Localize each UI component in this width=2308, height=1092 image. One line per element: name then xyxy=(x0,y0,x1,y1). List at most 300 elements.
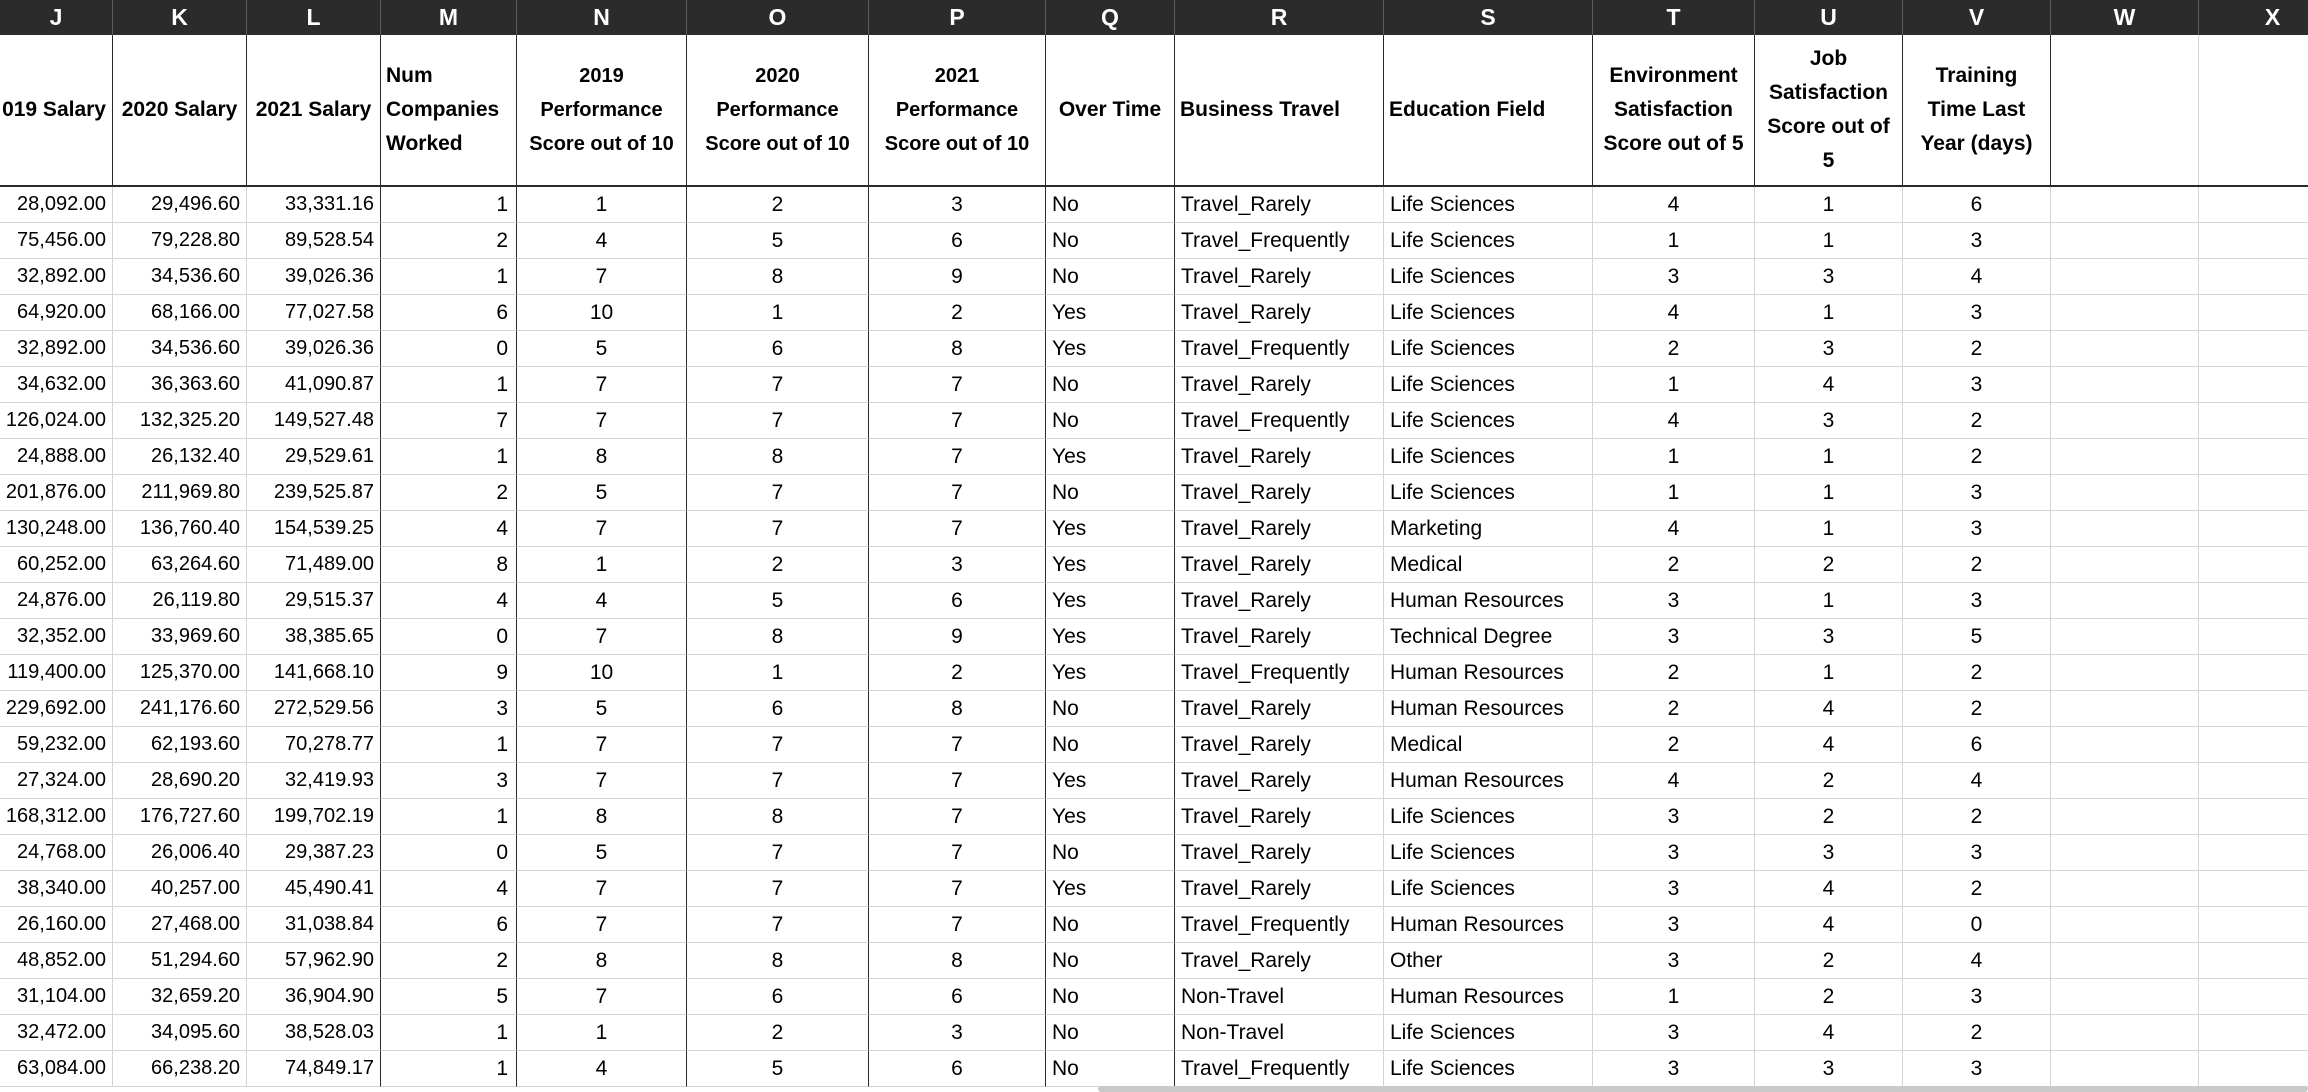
cell-p[interactable]: 6 xyxy=(869,223,1046,259)
cell-l[interactable]: 39,026.36 xyxy=(247,331,381,367)
cell-o[interactable]: 2 xyxy=(687,187,869,223)
cell-u[interactable]: 4 xyxy=(1755,691,1903,727)
cell-l[interactable]: 70,278.77 xyxy=(247,727,381,763)
cell-o[interactable]: 5 xyxy=(687,223,869,259)
cell-q[interactable]: No xyxy=(1046,943,1175,979)
cell-w[interactable] xyxy=(2051,259,2199,295)
column-letter-x[interactable]: X xyxy=(2199,0,2308,35)
cell-j[interactable]: 126,024.00 xyxy=(0,403,113,439)
cell-q[interactable]: Yes xyxy=(1046,583,1175,619)
cell-t[interactable]: 3 xyxy=(1593,1051,1755,1087)
cell-v[interactable]: 2 xyxy=(1903,547,2051,583)
cell-n[interactable]: 7 xyxy=(517,763,687,799)
column-letter-v[interactable]: V xyxy=(1903,0,2051,35)
cell-s[interactable]: Life Sciences xyxy=(1384,835,1593,871)
cell-v[interactable]: 3 xyxy=(1903,835,2051,871)
cell-q[interactable]: Yes xyxy=(1046,547,1175,583)
cell-k[interactable]: 26,132.40 xyxy=(113,439,247,475)
cell-l[interactable]: 29,529.61 xyxy=(247,439,381,475)
cell-o[interactable]: 8 xyxy=(687,619,869,655)
cell-q[interactable]: Yes xyxy=(1046,331,1175,367)
cell-q[interactable]: No xyxy=(1046,1015,1175,1051)
cell-p[interactable]: 9 xyxy=(869,619,1046,655)
cell-q[interactable]: No xyxy=(1046,403,1175,439)
cell-m[interactable]: 0 xyxy=(381,835,517,871)
cell-q[interactable]: Yes xyxy=(1046,871,1175,907)
cell-t[interactable]: 3 xyxy=(1593,907,1755,943)
cell-q[interactable]: Yes xyxy=(1046,439,1175,475)
cell-v[interactable]: 2 xyxy=(1903,1015,2051,1051)
cell-m[interactable]: 0 xyxy=(381,619,517,655)
cell-j[interactable]: 24,876.00 xyxy=(0,583,113,619)
cell-j[interactable]: 27,324.00 xyxy=(0,763,113,799)
cell-s[interactable]: Life Sciences xyxy=(1384,187,1593,223)
cell-q[interactable]: No xyxy=(1046,475,1175,511)
cell-n[interactable]: 5 xyxy=(517,691,687,727)
cell-s[interactable]: Life Sciences xyxy=(1384,1015,1593,1051)
cell-m[interactable]: 4 xyxy=(381,871,517,907)
cell-k[interactable]: 40,257.00 xyxy=(113,871,247,907)
cell-j[interactable]: 63,084.00 xyxy=(0,1051,113,1087)
cell-q[interactable]: Yes xyxy=(1046,763,1175,799)
cell-r[interactable]: Non-Travel xyxy=(1175,1015,1384,1051)
cell-t[interactable]: 1 xyxy=(1593,367,1755,403)
header-cell-q[interactable]: Over Time xyxy=(1046,35,1175,185)
cell-r[interactable]: Travel_Rarely xyxy=(1175,943,1384,979)
cell-p[interactable]: 2 xyxy=(869,295,1046,331)
header-cell-m[interactable]: Num Companies Worked xyxy=(381,35,517,185)
cell-k[interactable]: 33,969.60 xyxy=(113,619,247,655)
column-letter-n[interactable]: N xyxy=(517,0,687,35)
cell-w[interactable] xyxy=(2051,583,2199,619)
cell-u[interactable]: 3 xyxy=(1755,619,1903,655)
cell-x[interactable] xyxy=(2199,835,2308,871)
cell-r[interactable]: Travel_Rarely xyxy=(1175,835,1384,871)
header-cell-s[interactable]: Education Field xyxy=(1384,35,1593,185)
cell-p[interactable]: 3 xyxy=(869,547,1046,583)
cell-v[interactable]: 2 xyxy=(1903,331,2051,367)
cell-t[interactable]: 3 xyxy=(1593,1015,1755,1051)
cell-o[interactable]: 6 xyxy=(687,691,869,727)
cell-r[interactable]: Travel_Rarely xyxy=(1175,691,1384,727)
cell-m[interactable]: 3 xyxy=(381,691,517,727)
cell-p[interactable]: 7 xyxy=(869,475,1046,511)
cell-v[interactable]: 3 xyxy=(1903,295,2051,331)
header-cell-t[interactable]: Environment Satisfaction Score out of 5 xyxy=(1593,35,1755,185)
cell-r[interactable]: Travel_Rarely xyxy=(1175,511,1384,547)
cell-v[interactable]: 3 xyxy=(1903,979,2051,1015)
cell-x[interactable] xyxy=(2199,1015,2308,1051)
cell-u[interactable]: 2 xyxy=(1755,547,1903,583)
cell-o[interactable]: 1 xyxy=(687,295,869,331)
cell-x[interactable] xyxy=(2199,727,2308,763)
cell-u[interactable]: 1 xyxy=(1755,583,1903,619)
cell-t[interactable]: 2 xyxy=(1593,727,1755,763)
cell-w[interactable] xyxy=(2051,295,2199,331)
cell-w[interactable] xyxy=(2051,403,2199,439)
cell-l[interactable]: 39,026.36 xyxy=(247,259,381,295)
cell-t[interactable]: 4 xyxy=(1593,295,1755,331)
cell-n[interactable]: 7 xyxy=(517,871,687,907)
cell-u[interactable]: 1 xyxy=(1755,187,1903,223)
cell-q[interactable]: No xyxy=(1046,691,1175,727)
cell-l[interactable]: 45,490.41 xyxy=(247,871,381,907)
column-letter-p[interactable]: P xyxy=(869,0,1046,35)
cell-r[interactable]: Travel_Rarely xyxy=(1175,439,1384,475)
cell-j[interactable]: 60,252.00 xyxy=(0,547,113,583)
cell-n[interactable]: 8 xyxy=(517,799,687,835)
cell-p[interactable]: 7 xyxy=(869,727,1046,763)
cell-n[interactable]: 1 xyxy=(517,547,687,583)
cell-u[interactable]: 2 xyxy=(1755,979,1903,1015)
cell-k[interactable]: 34,095.60 xyxy=(113,1015,247,1051)
cell-x[interactable] xyxy=(2199,439,2308,475)
cell-t[interactable]: 4 xyxy=(1593,763,1755,799)
cell-l[interactable]: 239,525.87 xyxy=(247,475,381,511)
cell-t[interactable]: 2 xyxy=(1593,691,1755,727)
cell-o[interactable]: 7 xyxy=(687,907,869,943)
cell-v[interactable]: 5 xyxy=(1903,619,2051,655)
cell-k[interactable]: 68,166.00 xyxy=(113,295,247,331)
cell-n[interactable]: 5 xyxy=(517,331,687,367)
cell-u[interactable]: 1 xyxy=(1755,511,1903,547)
cell-n[interactable]: 7 xyxy=(517,619,687,655)
cell-n[interactable]: 5 xyxy=(517,835,687,871)
cell-o[interactable]: 7 xyxy=(687,475,869,511)
cell-o[interactable]: 6 xyxy=(687,979,869,1015)
cell-k[interactable]: 26,006.40 xyxy=(113,835,247,871)
cell-m[interactable]: 6 xyxy=(381,907,517,943)
cell-w[interactable] xyxy=(2051,367,2199,403)
cell-n[interactable]: 7 xyxy=(517,727,687,763)
cell-x[interactable] xyxy=(2199,331,2308,367)
cell-n[interactable]: 4 xyxy=(517,1051,687,1087)
cell-o[interactable]: 1 xyxy=(687,655,869,691)
cell-s[interactable]: Life Sciences xyxy=(1384,403,1593,439)
cell-w[interactable] xyxy=(2051,907,2199,943)
cell-m[interactable]: 4 xyxy=(381,511,517,547)
cell-j[interactable]: 130,248.00 xyxy=(0,511,113,547)
header-cell-x[interactable] xyxy=(2199,35,2308,185)
cell-n[interactable]: 7 xyxy=(517,979,687,1015)
cell-u[interactable]: 1 xyxy=(1755,295,1903,331)
cell-j[interactable]: 201,876.00 xyxy=(0,475,113,511)
cell-p[interactable]: 6 xyxy=(869,583,1046,619)
cell-k[interactable]: 132,325.20 xyxy=(113,403,247,439)
cell-p[interactable]: 7 xyxy=(869,871,1046,907)
cell-k[interactable]: 36,363.60 xyxy=(113,367,247,403)
cell-q[interactable]: No xyxy=(1046,187,1175,223)
cell-x[interactable] xyxy=(2199,583,2308,619)
cell-n[interactable]: 5 xyxy=(517,475,687,511)
header-cell-k[interactable]: 2020 Salary xyxy=(113,35,247,185)
cell-k[interactable]: 62,193.60 xyxy=(113,727,247,763)
cell-w[interactable] xyxy=(2051,943,2199,979)
cell-n[interactable]: 7 xyxy=(517,403,687,439)
cell-k[interactable]: 211,969.80 xyxy=(113,475,247,511)
cell-q[interactable]: No xyxy=(1046,907,1175,943)
cell-w[interactable] xyxy=(2051,547,2199,583)
cell-j[interactable]: 34,632.00 xyxy=(0,367,113,403)
cell-o[interactable]: 7 xyxy=(687,763,869,799)
cell-u[interactable]: 4 xyxy=(1755,367,1903,403)
cell-n[interactable]: 1 xyxy=(517,187,687,223)
cell-k[interactable]: 176,727.60 xyxy=(113,799,247,835)
cell-m[interactable]: 1 xyxy=(381,727,517,763)
cell-t[interactable]: 4 xyxy=(1593,187,1755,223)
cell-r[interactable]: Travel_Rarely xyxy=(1175,367,1384,403)
cell-l[interactable]: 38,528.03 xyxy=(247,1015,381,1051)
cell-k[interactable]: 34,536.60 xyxy=(113,259,247,295)
cell-t[interactable]: 3 xyxy=(1593,871,1755,907)
cell-n[interactable]: 7 xyxy=(517,907,687,943)
header-cell-j[interactable]: 019 Salary xyxy=(0,35,113,185)
cell-p[interactable]: 2 xyxy=(869,655,1046,691)
cell-j[interactable]: 119,400.00 xyxy=(0,655,113,691)
column-letter-j[interactable]: J xyxy=(0,0,113,35)
header-cell-w[interactable] xyxy=(2051,35,2199,185)
cell-n[interactable]: 7 xyxy=(517,511,687,547)
cell-s[interactable]: Human Resources xyxy=(1384,655,1593,691)
cell-r[interactable]: Travel_Rarely xyxy=(1175,619,1384,655)
cell-p[interactable]: 7 xyxy=(869,763,1046,799)
cell-x[interactable] xyxy=(2199,403,2308,439)
cell-p[interactable]: 3 xyxy=(869,187,1046,223)
cell-o[interactable]: 5 xyxy=(687,583,869,619)
column-letter-w[interactable]: W xyxy=(2051,0,2199,35)
cell-v[interactable]: 3 xyxy=(1903,223,2051,259)
cell-w[interactable] xyxy=(2051,223,2199,259)
cell-m[interactable]: 1 xyxy=(381,439,517,475)
cell-k[interactable]: 66,238.20 xyxy=(113,1051,247,1087)
cell-j[interactable]: 38,340.00 xyxy=(0,871,113,907)
cell-t[interactable]: 2 xyxy=(1593,547,1755,583)
cell-j[interactable]: 32,472.00 xyxy=(0,1015,113,1051)
cell-r[interactable]: Travel_Rarely xyxy=(1175,295,1384,331)
cell-q[interactable]: No xyxy=(1046,727,1175,763)
cell-j[interactable]: 31,104.00 xyxy=(0,979,113,1015)
cell-p[interactable]: 7 xyxy=(869,367,1046,403)
cell-q[interactable]: No xyxy=(1046,835,1175,871)
cell-k[interactable]: 34,536.60 xyxy=(113,331,247,367)
cell-p[interactable]: 7 xyxy=(869,835,1046,871)
cell-j[interactable]: 32,892.00 xyxy=(0,259,113,295)
cell-l[interactable]: 36,904.90 xyxy=(247,979,381,1015)
cell-s[interactable]: Life Sciences xyxy=(1384,871,1593,907)
cell-v[interactable]: 0 xyxy=(1903,907,2051,943)
cell-n[interactable]: 10 xyxy=(517,295,687,331)
cell-x[interactable] xyxy=(2199,871,2308,907)
cell-m[interactable]: 1 xyxy=(381,259,517,295)
cell-w[interactable] xyxy=(2051,1051,2199,1087)
cell-n[interactable]: 8 xyxy=(517,943,687,979)
cell-s[interactable]: Life Sciences xyxy=(1384,439,1593,475)
cell-k[interactable]: 51,294.60 xyxy=(113,943,247,979)
cell-s[interactable]: Technical Degree xyxy=(1384,619,1593,655)
cell-s[interactable]: Life Sciences xyxy=(1384,367,1593,403)
cell-n[interactable]: 7 xyxy=(517,367,687,403)
cell-v[interactable]: 2 xyxy=(1903,439,2051,475)
cell-u[interactable]: 3 xyxy=(1755,835,1903,871)
cell-x[interactable] xyxy=(2199,979,2308,1015)
cell-r[interactable]: Travel_Rarely xyxy=(1175,871,1384,907)
cell-x[interactable] xyxy=(2199,223,2308,259)
cell-m[interactable]: 1 xyxy=(381,799,517,835)
cell-t[interactable]: 1 xyxy=(1593,439,1755,475)
header-cell-v[interactable]: Training Time Last Year (days) xyxy=(1903,35,2051,185)
cell-p[interactable]: 7 xyxy=(869,439,1046,475)
cell-s[interactable]: Life Sciences xyxy=(1384,295,1593,331)
cell-j[interactable]: 64,920.00 xyxy=(0,295,113,331)
cell-o[interactable]: 7 xyxy=(687,367,869,403)
cell-w[interactable] xyxy=(2051,511,2199,547)
cell-w[interactable] xyxy=(2051,439,2199,475)
column-letter-r[interactable]: R xyxy=(1175,0,1384,35)
cell-l[interactable]: 141,668.10 xyxy=(247,655,381,691)
cell-w[interactable] xyxy=(2051,187,2199,223)
cell-l[interactable]: 32,419.93 xyxy=(247,763,381,799)
cell-o[interactable]: 2 xyxy=(687,547,869,583)
cell-u[interactable]: 4 xyxy=(1755,727,1903,763)
cell-l[interactable]: 149,527.48 xyxy=(247,403,381,439)
cell-p[interactable]: 7 xyxy=(869,907,1046,943)
cell-t[interactable]: 3 xyxy=(1593,259,1755,295)
cell-v[interactable]: 2 xyxy=(1903,655,2051,691)
cell-x[interactable] xyxy=(2199,475,2308,511)
cell-m[interactable]: 2 xyxy=(381,223,517,259)
cell-n[interactable]: 1 xyxy=(517,1015,687,1051)
cell-j[interactable]: 48,852.00 xyxy=(0,943,113,979)
cell-u[interactable]: 3 xyxy=(1755,1051,1903,1087)
cell-j[interactable]: 168,312.00 xyxy=(0,799,113,835)
cell-r[interactable]: Travel_Rarely xyxy=(1175,475,1384,511)
cell-p[interactable]: 8 xyxy=(869,331,1046,367)
cell-u[interactable]: 4 xyxy=(1755,871,1903,907)
cell-r[interactable]: Travel_Frequently xyxy=(1175,907,1384,943)
cell-v[interactable]: 3 xyxy=(1903,367,2051,403)
cell-o[interactable]: 7 xyxy=(687,511,869,547)
cell-v[interactable]: 6 xyxy=(1903,727,2051,763)
header-cell-r[interactable]: Business Travel xyxy=(1175,35,1384,185)
cell-x[interactable] xyxy=(2199,655,2308,691)
cell-u[interactable]: 3 xyxy=(1755,259,1903,295)
cell-q[interactable]: No xyxy=(1046,1051,1175,1087)
cell-u[interactable]: 1 xyxy=(1755,655,1903,691)
cell-w[interactable] xyxy=(2051,799,2199,835)
cell-m[interactable]: 5 xyxy=(381,979,517,1015)
cell-x[interactable] xyxy=(2199,943,2308,979)
cell-o[interactable]: 8 xyxy=(687,799,869,835)
cell-r[interactable]: Travel_Rarely xyxy=(1175,727,1384,763)
cell-t[interactable]: 2 xyxy=(1593,655,1755,691)
cell-n[interactable]: 7 xyxy=(517,259,687,295)
cell-q[interactable]: Yes xyxy=(1046,799,1175,835)
cell-x[interactable] xyxy=(2199,907,2308,943)
cell-s[interactable]: Human Resources xyxy=(1384,979,1593,1015)
cell-p[interactable]: 3 xyxy=(869,1015,1046,1051)
cell-s[interactable]: Life Sciences xyxy=(1384,223,1593,259)
cell-t[interactable]: 4 xyxy=(1593,403,1755,439)
cell-l[interactable]: 89,528.54 xyxy=(247,223,381,259)
cell-q[interactable]: Yes xyxy=(1046,655,1175,691)
column-letter-u[interactable]: U xyxy=(1755,0,1903,35)
cell-t[interactable]: 3 xyxy=(1593,799,1755,835)
cell-j[interactable]: 32,352.00 xyxy=(0,619,113,655)
cell-s[interactable]: Medical xyxy=(1384,727,1593,763)
cell-v[interactable]: 2 xyxy=(1903,691,2051,727)
cell-o[interactable]: 7 xyxy=(687,727,869,763)
cell-o[interactable]: 7 xyxy=(687,403,869,439)
cell-x[interactable] xyxy=(2199,187,2308,223)
cell-l[interactable]: 33,331.16 xyxy=(247,187,381,223)
cell-x[interactable] xyxy=(2199,511,2308,547)
cell-x[interactable] xyxy=(2199,295,2308,331)
header-cell-l[interactable]: 2021 Salary xyxy=(247,35,381,185)
column-letter-s[interactable]: S xyxy=(1384,0,1593,35)
cell-j[interactable]: 24,888.00 xyxy=(0,439,113,475)
cell-w[interactable] xyxy=(2051,475,2199,511)
cell-r[interactable]: Travel_Rarely xyxy=(1175,583,1384,619)
cell-k[interactable]: 136,760.40 xyxy=(113,511,247,547)
cell-x[interactable] xyxy=(2199,259,2308,295)
cell-r[interactable]: Travel_Rarely xyxy=(1175,259,1384,295)
cell-u[interactable]: 2 xyxy=(1755,799,1903,835)
cell-p[interactable]: 7 xyxy=(869,799,1046,835)
cell-m[interactable]: 3 xyxy=(381,763,517,799)
cell-o[interactable]: 8 xyxy=(687,943,869,979)
cell-l[interactable]: 29,515.37 xyxy=(247,583,381,619)
cell-s[interactable]: Life Sciences xyxy=(1384,475,1593,511)
cell-r[interactable]: Travel_Rarely xyxy=(1175,763,1384,799)
cell-w[interactable] xyxy=(2051,619,2199,655)
cell-s[interactable]: Human Resources xyxy=(1384,907,1593,943)
cell-k[interactable]: 63,264.60 xyxy=(113,547,247,583)
column-letter-m[interactable]: M xyxy=(381,0,517,35)
cell-k[interactable]: 27,468.00 xyxy=(113,907,247,943)
cell-p[interactable]: 6 xyxy=(869,979,1046,1015)
cell-v[interactable]: 6 xyxy=(1903,187,2051,223)
cell-l[interactable]: 38,385.65 xyxy=(247,619,381,655)
cell-l[interactable]: 272,529.56 xyxy=(247,691,381,727)
cell-p[interactable]: 6 xyxy=(869,1051,1046,1087)
cell-x[interactable] xyxy=(2199,799,2308,835)
cell-q[interactable]: No xyxy=(1046,259,1175,295)
cell-u[interactable]: 4 xyxy=(1755,907,1903,943)
cell-k[interactable]: 125,370.00 xyxy=(113,655,247,691)
cell-w[interactable] xyxy=(2051,871,2199,907)
cell-t[interactable]: 3 xyxy=(1593,583,1755,619)
cell-w[interactable] xyxy=(2051,727,2199,763)
cell-r[interactable]: Travel_Rarely xyxy=(1175,547,1384,583)
cell-q[interactable]: Yes xyxy=(1046,511,1175,547)
column-letter-k[interactable]: K xyxy=(113,0,247,35)
cell-v[interactable]: 2 xyxy=(1903,871,2051,907)
cell-x[interactable] xyxy=(2199,367,2308,403)
cell-v[interactable]: 3 xyxy=(1903,583,2051,619)
cell-s[interactable]: Other xyxy=(1384,943,1593,979)
cell-j[interactable]: 28,092.00 xyxy=(0,187,113,223)
cell-l[interactable]: 29,387.23 xyxy=(247,835,381,871)
cell-w[interactable] xyxy=(2051,1015,2199,1051)
cell-v[interactable]: 2 xyxy=(1903,403,2051,439)
cell-q[interactable]: Yes xyxy=(1046,295,1175,331)
cell-m[interactable]: 2 xyxy=(381,475,517,511)
cell-j[interactable]: 75,456.00 xyxy=(0,223,113,259)
cell-u[interactable]: 1 xyxy=(1755,475,1903,511)
column-letter-l[interactable]: L xyxy=(247,0,381,35)
cell-m[interactable]: 1 xyxy=(381,367,517,403)
cell-v[interactable]: 3 xyxy=(1903,511,2051,547)
